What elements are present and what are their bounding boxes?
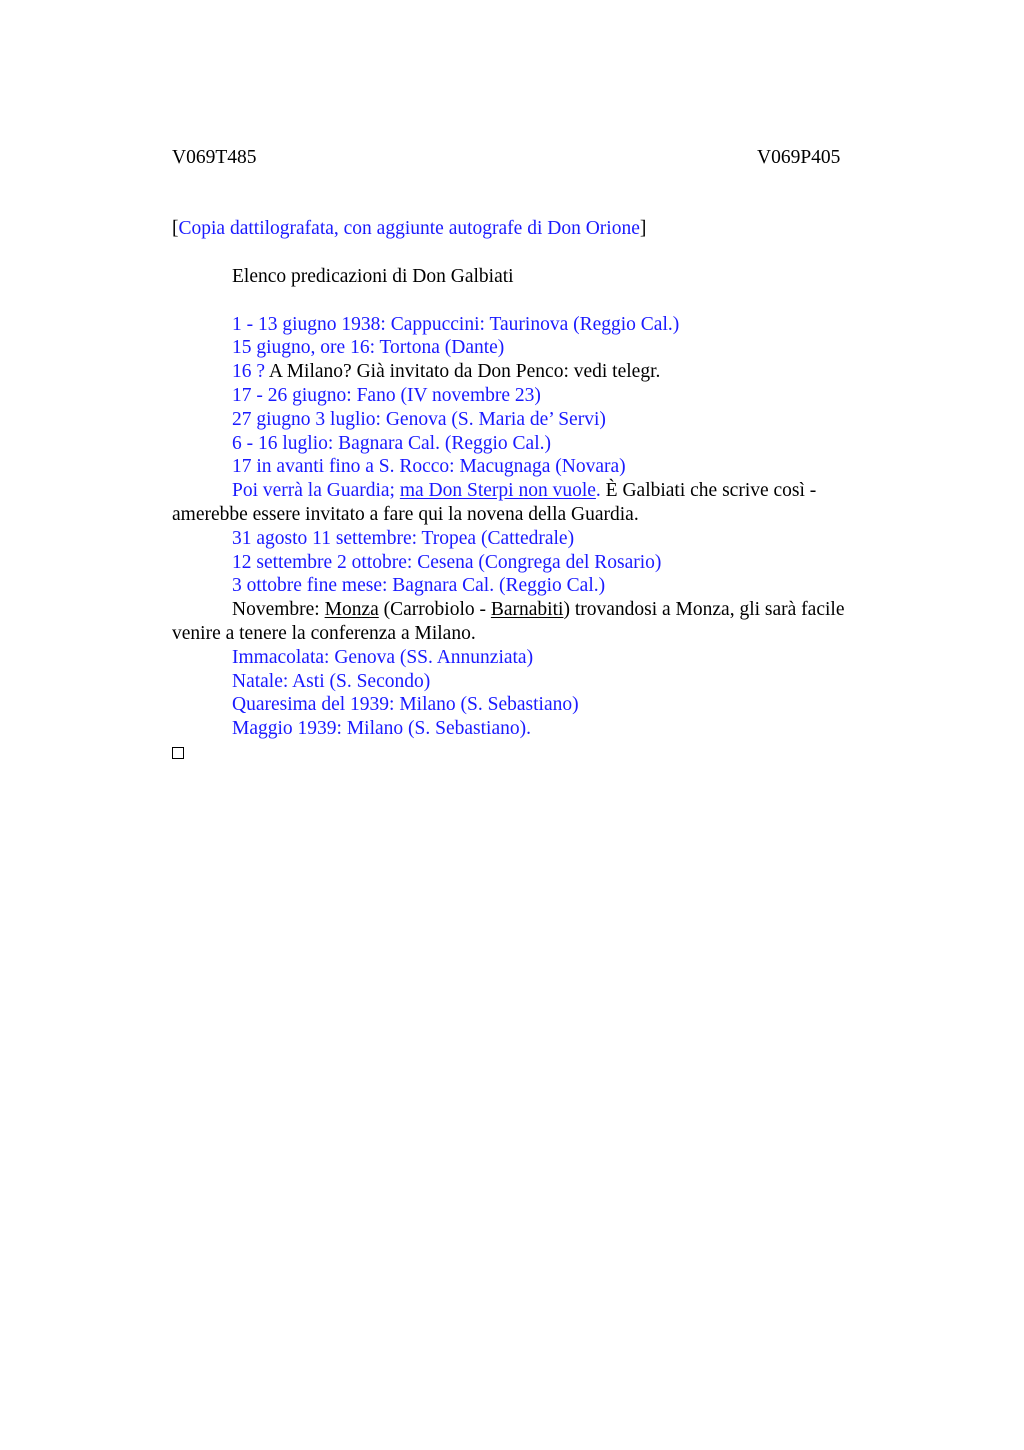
list-item xyxy=(172,598,886,646)
novembre-rest: ) trovandosi a Monza, gli sarà facile venire a tenere la conferenza a Milano. xyxy=(172,599,845,644)
list-item: 12 settembre 2 ottobre: Cesena (Congrega del Rosario) xyxy=(232,551,662,573)
document-code-right: V069P405 xyxy=(757,147,841,168)
end-marker xyxy=(172,741,886,766)
list-item: Natale: Asti (S. Secondo) xyxy=(232,670,431,692)
novembre-label: Novembre: xyxy=(232,599,325,621)
guardia-underlined-text: ma Don Sterpi non vuole xyxy=(399,480,596,502)
list-item: 6 - 16 luglio: Bagnara Cal. (Reggio Cal.) xyxy=(232,432,551,454)
guardia-text: Poi verrà la Guardia; xyxy=(232,480,400,502)
guardia-period: . xyxy=(595,480,601,502)
document-body xyxy=(172,217,886,766)
list-item: 17 - 26 giugno: Fano (IV novembre 23) xyxy=(232,384,541,406)
list-item: 15 giugno, ore 16: Tortona (Dante) xyxy=(232,337,505,359)
list-item: Quaresima del 1939: Milano (S. Sebastiano) xyxy=(232,694,579,716)
list-item: 27 giugno 3 luglio: Genova (S. Maria de’ Servi) xyxy=(232,408,606,430)
annotation-text: È Galbiati che scrive così - amerebbe essere invitato a fare qui la novena della Guardia. xyxy=(172,480,817,525)
list-item xyxy=(172,360,886,384)
document-title: Elenco predicazioni di Don Galbiati xyxy=(232,265,514,287)
list-item: Maggio 1939: Milano (S. Sebastiano). xyxy=(232,718,531,740)
list-item: 31 agosto 11 settembre: Tropea (Cattedrale) xyxy=(232,527,575,549)
monza-underlined: Monza xyxy=(324,599,379,621)
note-bracket-open: [ xyxy=(172,218,179,239)
end-box-icon xyxy=(172,747,184,759)
list-item: 17 in avanti fino a S. Rocco: Macugnaga (Novara) xyxy=(232,456,626,478)
note-bracket-close: ] xyxy=(639,218,647,239)
novembre-mid: (Carrobiolo - xyxy=(378,599,491,621)
annotation-text: A Milano? Già invitato da Don Penco: vedi telegr. xyxy=(265,361,661,383)
note-text: Copia dattilografata, con aggiunte autografe di Don Orione xyxy=(178,218,640,239)
list-item: Immacolata: Genova (SS. Annunziata) xyxy=(232,646,534,668)
transcription-note xyxy=(172,217,886,241)
date-text: 16 ? xyxy=(232,361,266,383)
barnabiti-underlined: Barnabiti xyxy=(490,599,564,621)
list-item: 1 - 13 giugno 1938: Cappuccini: Taurinova (Reggio Cal.) xyxy=(232,313,680,335)
list-item: 3 ottobre fine mese: Bagnara Cal. (Reggio Cal.) xyxy=(232,575,606,597)
list-item xyxy=(172,479,886,527)
document-code-left: V069T485 xyxy=(172,147,257,168)
